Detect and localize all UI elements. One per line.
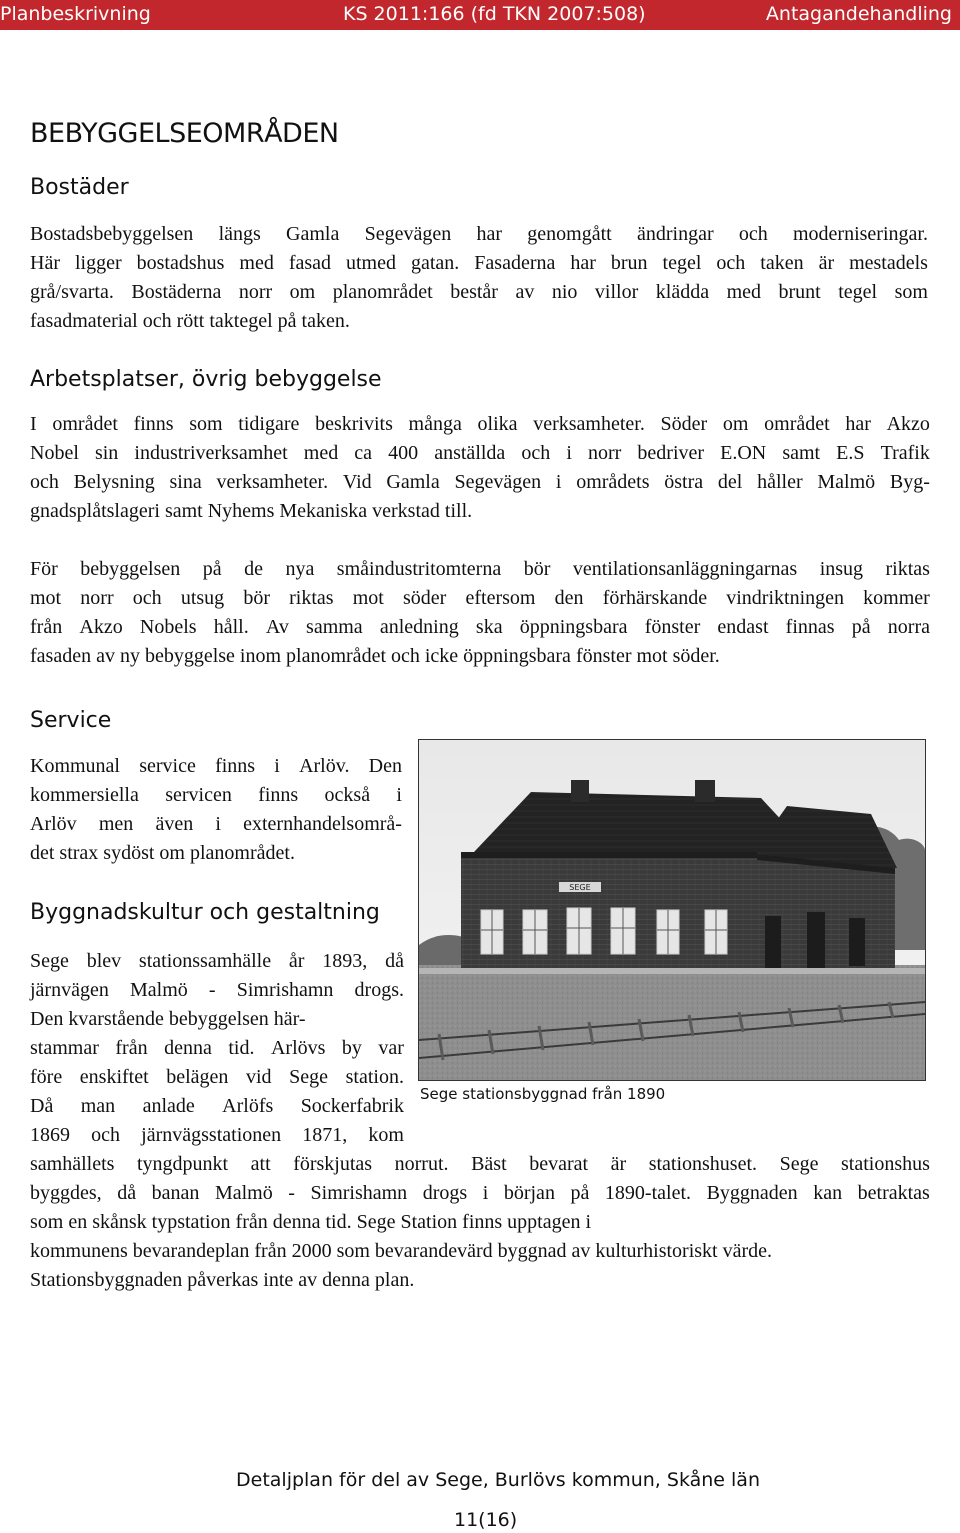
text-line: 1869 och järnvägsstationen 1871, kom (30, 1124, 404, 1146)
text-line: mot norr och utsug bör riktas mot söder eftersom den förhärskande vindriktningen kommer (30, 587, 930, 609)
text-line: före enskiftet belägen vid Sege station. (30, 1066, 404, 1088)
heading-arbetsplatser: Arbetsplatser, övrig bebyggelse (30, 367, 382, 392)
text-line: Stationsbyggnaden påverkas inte av denna plan. (30, 1269, 415, 1291)
page-header (0, 0, 960, 30)
text-line: Här ligger bostadshus med fasad utmed gatan. Fasaderna har brun tegel och taken är mestadels (30, 252, 928, 274)
text-line: kommunens bevarandeplan från 2000 som bevarandevärd byggnad av kulturhistoriskt värde. (30, 1240, 773, 1262)
text-line: Kommunal service finns i Arlöv. Den (30, 755, 402, 777)
paragraph-arbetsplatser-1 (30, 410, 930, 526)
page-number: 11(16) (454, 1509, 518, 1531)
station-sign-text: SEGE (569, 883, 591, 892)
text-line: byggdes, då banan Malmö - Simrishamn drogs i början på 1890-talet. Byggnaden kan betraktas (30, 1182, 930, 1204)
text-line: grå/svarta. Bostäderna norr om planområdet består av nio villor klädda med brunt tegel som (30, 281, 928, 303)
text-line: fasaden av ny bebyggelse inom planområdet och icke öppningsbara fönster mot söder. (30, 645, 720, 667)
text-line: gnadsplåtslageri samt Nyhems Mekaniska verkstad till. (30, 500, 473, 522)
text-line: Bostadsbebyggelsen längs Gamla Segevägen har genomgått ändringar och moderniseringar. (30, 223, 928, 245)
heading-byggnadskultur: Byggnadskultur och gestaltning (30, 900, 380, 925)
paragraph-service (30, 752, 402, 868)
section-title: BEBYGGELSEOMRÅDEN (30, 118, 339, 149)
station-photo (418, 739, 926, 1081)
footer-title: Detaljplan för del av Sege, Burlövs kommun, Skåne län (236, 1469, 760, 1491)
heading-bostader: Bostäder (30, 175, 129, 200)
photo-caption: Sege stationsbyggnad från 1890 (420, 1085, 666, 1103)
text-line: fasadmaterial och rött taktegel på taken. (30, 310, 350, 332)
text-line: samhällets tyngdpunkt att förskjutas norrut. Bäst bevarat är stationshuset. Sege stationshus (30, 1153, 930, 1175)
paragraph-arbetsplatser-2 (30, 555, 930, 671)
text-line: stammar från denna tid. Arlövs by var (30, 1037, 404, 1059)
text-line: I området finns som tidigare beskrivits många olika verksamheter. Söder om området har Akzo (30, 413, 930, 435)
text-line: För bebyggelsen på de nya småindustritomterna bör ventilationsanläggningarnas insug riktas (30, 558, 930, 580)
header-case-number: KS 2011:166 (fd TKN 2007:508) (343, 3, 646, 25)
paragraph-bostader (30, 220, 928, 336)
header-doc-type: Planbeskrivning (0, 3, 151, 25)
text-line: Arlöv men även i externhandelsområ- (30, 813, 402, 835)
text-line: kommersiella servicen finns också i (30, 784, 402, 806)
text-line: järnvägen Malmö - Simrishamn drogs. (30, 979, 404, 1001)
text-line: från Akzo Nobels håll. Av samma anledning ska öppningsbara fönster endast finnas på norra (30, 616, 930, 638)
text-line: som en skånsk typstation från denna tid. Sege Station finns upptagen i (30, 1211, 592, 1233)
heading-service: Service (30, 708, 112, 733)
text-line: Sege blev stationssamhälle år 1893, då (30, 950, 404, 972)
paragraph-byggnadskultur-wide (30, 1150, 930, 1295)
text-line: Den kvarstående bebyggelsen här- (30, 1008, 306, 1030)
text-line: Nobel sin industriverksamhet med ca 400 anställda och i norr bedriver E.ON samt E.S Trafik (30, 442, 930, 464)
text-line: det strax sydöst om planområdet. (30, 842, 295, 864)
text-line: och Belysning sina verksamheter. Vid Gamla Segevägen i områdets östra del håller Malmö Byg- (30, 471, 930, 493)
paragraph-byggnadskultur-narrow (30, 947, 404, 1150)
header-status: Antagandehandling (765, 3, 952, 25)
text-line: Då man anlade Arlöfs Sockerfabrik (30, 1095, 404, 1117)
